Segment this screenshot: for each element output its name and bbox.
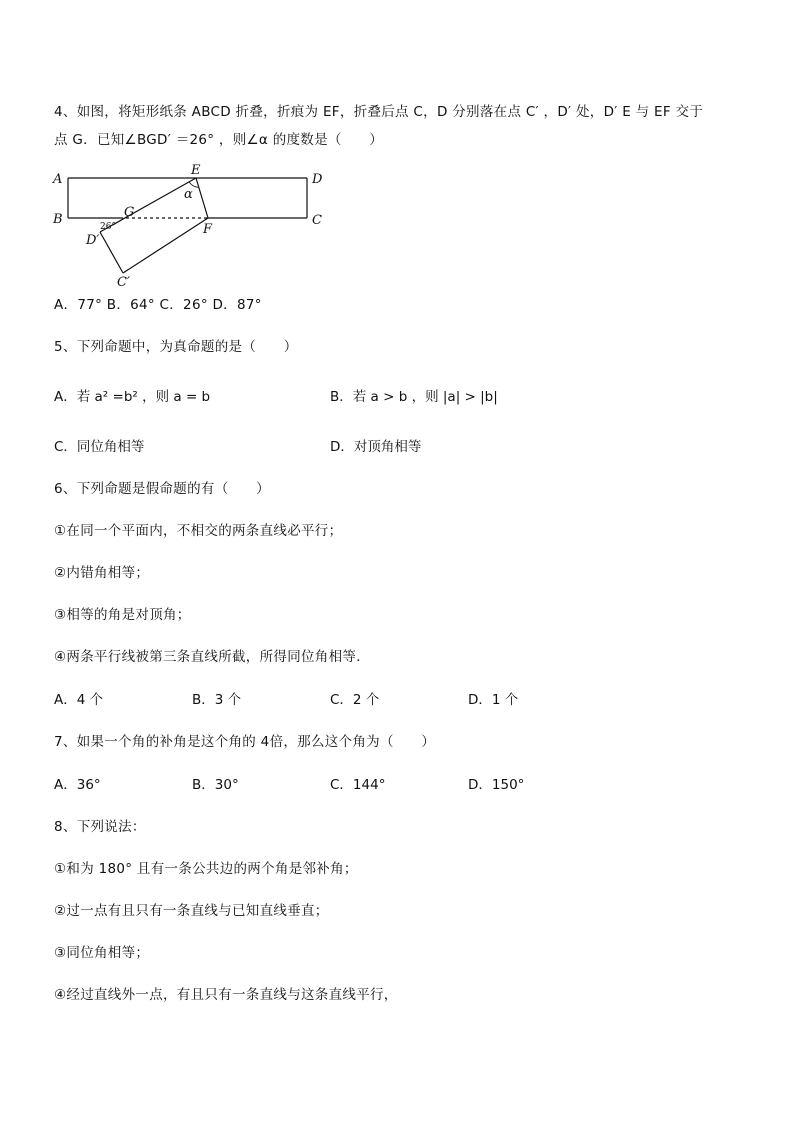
q5-option-a: A．若 a² =b² ，则 a = b <box>54 389 211 405</box>
label-alpha: α <box>184 187 193 202</box>
q4-stem-line1: 4、如图，将矩形纸条 ABCD 折叠，折痕为 EF，折叠后点 C，D 分别落在点 C′ ，D′ 处，D′ E 与 EF 交于 <box>54 104 704 120</box>
edge-Dp-Cp <box>100 232 123 273</box>
q4-stem-line2: 点 G．已知∠BGD′ ＝26° ，则∠α 的度数是（ ） <box>54 132 384 148</box>
q7-option-b: B．30° <box>192 777 239 793</box>
label-D: D <box>312 172 323 187</box>
q6-option-a: A．4 个 <box>54 692 104 708</box>
q4-options: A．77° B．64° C．26° D．87° <box>54 297 262 313</box>
crease-EF <box>196 178 208 218</box>
q8-stem: 8、下列说法： <box>54 819 146 835</box>
q6-statement-4: ④两条平行线被第三条直线所截，所得同位角相等． <box>54 649 371 665</box>
q7-option-a: A．36° <box>54 777 101 793</box>
q7-option-d: D．150° <box>468 777 525 793</box>
label-C: C <box>312 213 322 228</box>
q8-statement-2: ②过一点有且只有一条直线与已知直线垂直； <box>54 903 329 919</box>
q8-statement-4: ④经过直线外一点，有且只有一条直线与这条直线平行， <box>54 987 398 1003</box>
q6-stem: 6、下列命题是假命题的有（ ） <box>54 481 270 497</box>
q8-statement-3: ③同位角相等； <box>54 945 150 961</box>
label-A: A <box>53 172 63 187</box>
q5-option-c: C．同位角相等 <box>54 439 145 455</box>
label-D-prime: D′ <box>86 233 100 248</box>
label-B: B <box>53 212 63 227</box>
q6-statement-1: ①在同一个平面内，不相交的两条直线必平行； <box>54 523 343 539</box>
q7-option-c: C．144° <box>330 777 386 793</box>
q8-statement-1: ①和为 180° 且有一条公共边的两个角是邻补角； <box>54 861 358 877</box>
q6-option-d: D．1 个 <box>468 692 519 708</box>
q7-stem: 7、如果一个角的补角是这个角的 4倍，那么这个角为（ ） <box>54 734 436 750</box>
label-angle-26: 26° <box>100 222 116 232</box>
q6-option-b: B．3 个 <box>192 692 242 708</box>
label-C-prime: C′ <box>117 275 130 290</box>
q5-stem: 5、下列命题中，为真命题的是（ ） <box>54 339 298 355</box>
label-G: G <box>124 205 135 220</box>
q5-option-d: D．对顶角相等 <box>330 439 422 455</box>
q6-statement-2: ②内错角相等； <box>54 565 150 581</box>
q6-option-c: C．2 个 <box>330 692 380 708</box>
edge-Cp-F <box>123 218 208 273</box>
label-F: F <box>203 222 213 237</box>
label-E: E <box>191 163 201 178</box>
q6-statement-3: ③相等的角是对顶角； <box>54 607 191 623</box>
q5-option-b: B．若 a > b ，则 |a| > |b| <box>330 389 498 405</box>
q4-folding-figure <box>50 160 340 295</box>
